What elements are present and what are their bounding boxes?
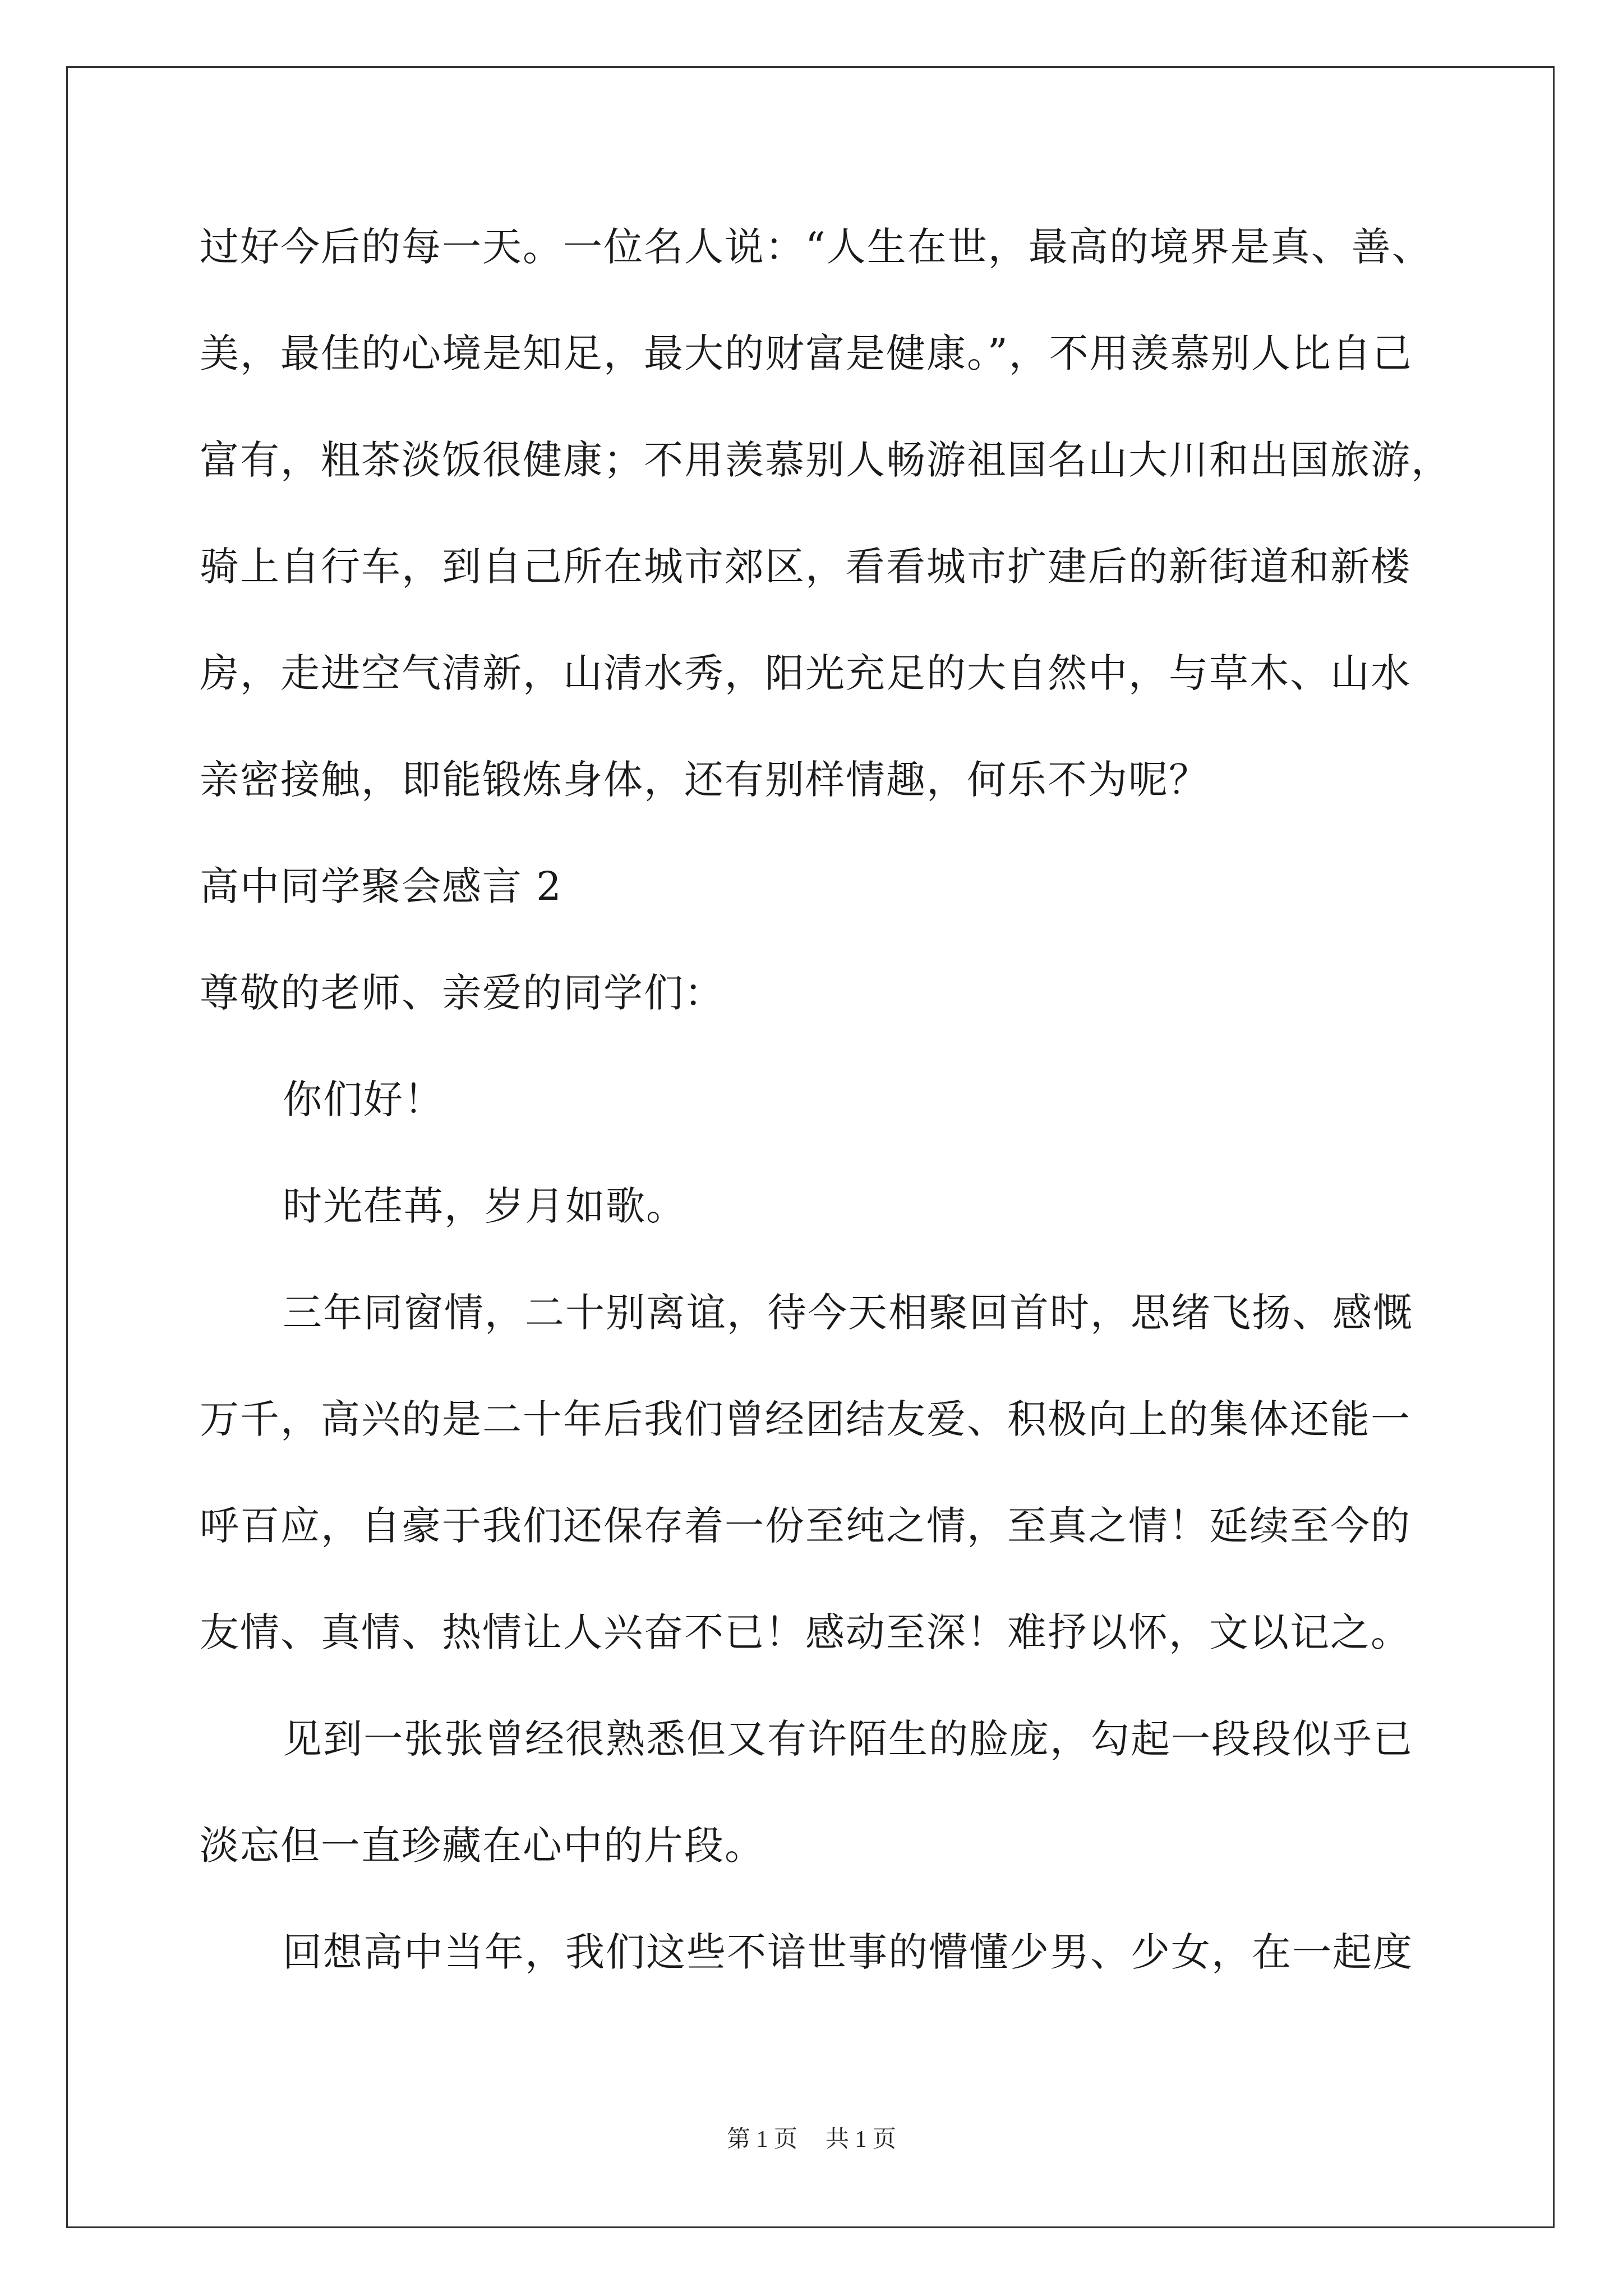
page-total: 共 1 页 — [826, 2127, 897, 2152]
text-line: 呼百应，自豪于我们还保存着一份至纯之情，至真之情！延续至今的 — [200, 1503, 1411, 1549]
text-line: 骑上自行车，到自己所在城市郊区，看看城市扩建后的新街道和新楼 — [200, 544, 1411, 590]
text-line: 过好今后的每一天。一位名人说：“人生在世，最高的境界是真、善、 — [200, 224, 1432, 270]
document-body — [200, 208, 1451, 2019]
greeting: 你们好！ — [283, 1076, 444, 1122]
page-number: 第 1 页 — [726, 2127, 797, 2152]
text-line: 房，走进空气清新，山清水秀，阳光充足的大自然中，与草木、山水 — [200, 650, 1411, 696]
text-line: 友情、真情、热情让人兴奋不已！感动至深！难抒以怀，文以记之。 — [200, 1609, 1411, 1655]
page-footer — [0, 2120, 1623, 2154]
text-line: 富有，粗茶淡饭很健康；不用羡慕别人畅游祖国名山大川和出国旅游， — [200, 437, 1451, 483]
text-line: 淡忘但一直珍藏在心中的片段。 — [200, 1823, 765, 1869]
text-line: 见到一张张曾经很熟悉但又有许陌生的脸庞，勾起一段段似乎已 — [283, 1716, 1413, 1762]
text-line: 三年同窗情，二十别离谊，待今天相聚回首时，思绪飞扬、感慨 — [283, 1290, 1413, 1336]
text-line: 时光荏苒，岁月如歌。 — [283, 1183, 686, 1229]
text-line: 亲密接触，即能锻炼身体，还有别样情趣，何乐不为呢？ — [200, 757, 1209, 803]
salutation: 尊敬的老师、亲爱的同学们： — [200, 970, 725, 1016]
text-line: 回想高中当年，我们这些不谙世事的懵懂少男、少女，在一起度 — [283, 1929, 1413, 1975]
text-line: 万千，高兴的是二十年后我们曾经团结友爱、积极向上的集体还能一 — [200, 1396, 1411, 1442]
text-line: 美，最佳的心境是知足，最大的财富是健康。”，不用羡慕别人比自己 — [200, 330, 1413, 376]
section-heading: 高中同学聚会感言 2 — [200, 863, 562, 909]
